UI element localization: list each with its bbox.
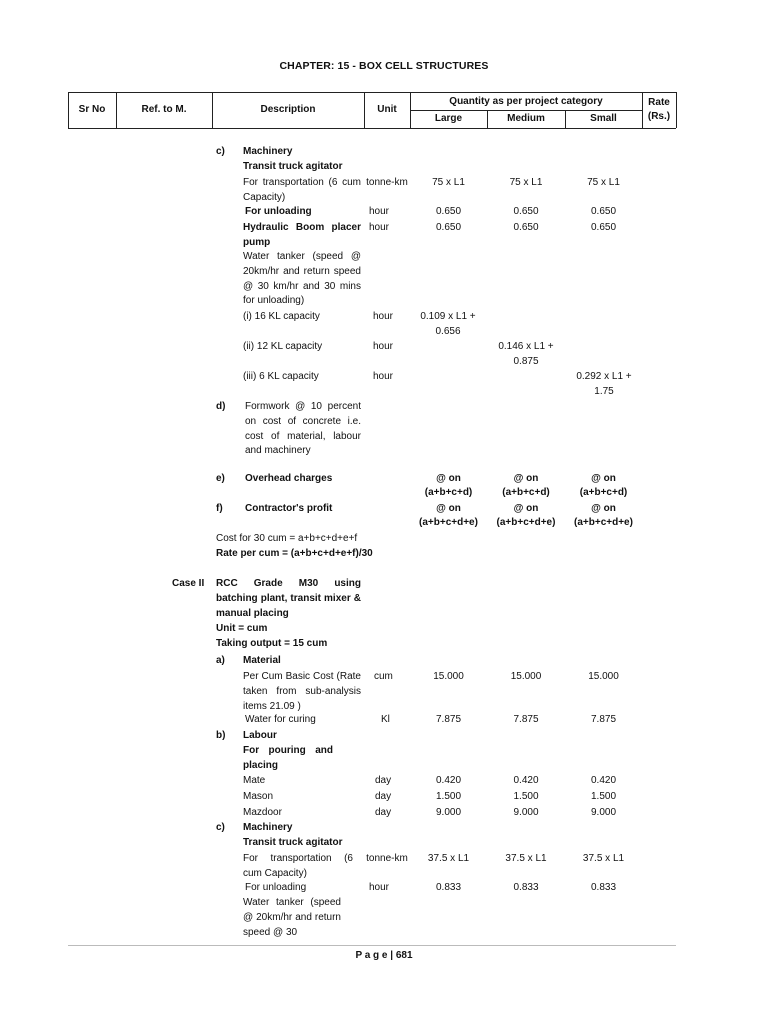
case-description: RCC Grade M30 using batching plant, transit mixer & manual placing (216, 578, 361, 619)
item-unit: hour (373, 311, 394, 322)
item-description: For unloading (245, 882, 307, 893)
item-unit: hour (369, 206, 390, 217)
header-unit: Unit (377, 104, 397, 115)
item-unit: cum (374, 671, 393, 682)
overhead-large-1: @ on (436, 473, 461, 484)
section-title: Machinery (243, 822, 293, 833)
item-description: Mate (243, 775, 266, 786)
item-medium-qty: 0.833 (513, 882, 539, 893)
row-letter: c) (216, 146, 225, 157)
header-medium: Medium (507, 113, 545, 124)
item-large-qty: 75 x L1 (432, 177, 465, 188)
item-medium-qty: 0.650 (513, 222, 539, 233)
header-quantity: Quantity as per project category (449, 96, 603, 107)
profit-large-1: @ on (436, 503, 461, 514)
item-medium-qty: 37.5 x L1 (505, 853, 547, 864)
header-ref: Ref. to M. (141, 104, 187, 115)
cost-formula: Cost for 30 cum = a+b+c+d+e+f (216, 533, 358, 544)
header-rate: Rate (648, 97, 670, 108)
item-large-qty: 15.000 (433, 671, 464, 682)
overhead-small-1: @ on (591, 473, 616, 484)
section-subtitle: Transit truck agitator (243, 161, 343, 172)
item-description: Hydraulic Boom placer pump (243, 222, 361, 248)
item-large-qty: 7.875 (435, 714, 462, 725)
output-line: Taking output = 15 cum (216, 638, 328, 649)
item-description: For unloading (245, 206, 312, 217)
header-description: Description (260, 104, 316, 115)
overhead-description: Overhead charges (245, 473, 333, 484)
item-medium-qty: 0.146 x L1 + 0.875 (498, 341, 554, 367)
row-letter: a) (216, 655, 225, 666)
item-small-qty: 15.000 (588, 671, 619, 682)
profit-description: Contractor's profit (245, 503, 333, 514)
unit-line: Unit = cum (216, 623, 268, 634)
item-description: (iii) 6 KL capacity (243, 371, 319, 382)
item-large-qty: 0.650 (435, 222, 462, 233)
case-label: Case II (172, 578, 205, 589)
row-letter: f) (216, 503, 223, 514)
item-large-qty: 1.500 (435, 791, 462, 802)
item-large-qty: 0.650 (435, 206, 462, 217)
item-small-qty: 0.420 (590, 775, 617, 786)
header-rate-unit: (Rs.) (647, 111, 671, 122)
item-unit: day (375, 807, 392, 818)
row-letter: e) (216, 473, 225, 484)
item-unit: hour (369, 222, 390, 233)
chapter-title: CHAPTER: 15 - BOX CELL STRUCTURES (279, 60, 489, 72)
item-description: Water tanker (speed @ 20km/hr and return speed @ 30 km/hr and 30 mins for unloading) (243, 251, 361, 307)
rate-formula: Rate per cum = (a+b+c+d+e+f)/30 (216, 548, 373, 559)
item-large-qty: 0.109 x L1 + 0.656 (420, 311, 476, 337)
profit-large-2: (a+b+c+d+e) (419, 517, 478, 528)
table-right-border (676, 92, 677, 128)
item-unit: Kl (381, 714, 390, 725)
page-number: P a g e | 681 (355, 950, 413, 961)
item-description: Mazdoor (243, 807, 282, 818)
header-sr-no: Sr No (78, 104, 106, 115)
profit-medium-1: @ on (513, 503, 539, 514)
profit-medium-2: (a+b+c+d+e) (496, 517, 556, 528)
item-unit: day (375, 775, 392, 786)
header-small: Small (590, 113, 617, 124)
item-unit: day (375, 791, 392, 802)
overhead-medium-1: @ on (513, 473, 539, 484)
overhead-large-2: (a+b+c+d) (424, 487, 473, 498)
section-title: Labour (243, 730, 277, 741)
item-medium-qty: 1.500 (513, 791, 539, 802)
item-medium-qty: 0.650 (513, 206, 539, 217)
item-description: For transportation (6 cum Capacity) (243, 853, 353, 879)
item-description: Per Cum Basic Cost (Rate taken from sub-analysis items 21.09 ) (243, 671, 361, 712)
item-unit: tonne-km (366, 853, 408, 864)
overhead-small-2: (a+b+c+d) (579, 487, 628, 498)
item-small-qty: 0.833 (590, 882, 617, 893)
item-large-qty: 0.420 (435, 775, 462, 786)
item-large-qty: 9.000 (435, 807, 462, 818)
section-title: Machinery (243, 146, 293, 157)
item-medium-qty: 0.420 (513, 775, 539, 786)
item-unit: hour (373, 371, 394, 382)
item-large-qty: 0.833 (435, 882, 462, 893)
item-medium-qty: 9.000 (513, 807, 539, 818)
row-letter: b) (216, 730, 226, 741)
item-description: Water for curing (245, 714, 316, 725)
item-small-qty: 1.500 (590, 791, 617, 802)
item-small-qty: 0.650 (590, 206, 617, 217)
formwork-description: Formwork @ 10 percent on cost of concrete i.e. cost of material, labour and machinery (245, 401, 361, 457)
item-unit: hour (373, 341, 394, 352)
item-description: (i) 16 KL capacity (243, 311, 320, 322)
item-large-qty: 37.5 x L1 (427, 853, 470, 864)
item-medium-qty: 75 x L1 (509, 177, 543, 188)
overhead-medium-2: (a+b+c+d) (502, 487, 550, 498)
profit-small-1: @ on (591, 503, 616, 514)
item-small-qty: 0.650 (590, 222, 617, 233)
item-description: Mason (243, 791, 274, 802)
row-letter: c) (216, 822, 225, 833)
item-description: For transportation (6 cum Capacity) (243, 177, 361, 203)
section-title: Material (243, 655, 281, 666)
item-unit: tonne-km (366, 177, 408, 188)
footer-divider (68, 945, 676, 946)
item-small-qty: 7.875 (590, 714, 617, 725)
table-header-bottom-border (68, 128, 676, 129)
item-unit: hour (369, 882, 390, 893)
table-top-border (68, 92, 676, 93)
item-description: (ii) 12 KL capacity (243, 341, 323, 352)
item-small-qty: 75 x L1 (587, 177, 620, 188)
section-subtitle: Transit truck agitator (243, 837, 343, 848)
item-small-qty: 9.000 (590, 807, 617, 818)
item-small-qty: 37.5 x L1 (582, 853, 625, 864)
item-medium-qty: 15.000 (510, 671, 542, 682)
profit-small-2: (a+b+c+d+e) (574, 517, 633, 528)
item-small-qty: 0.292 x L1 + 1.75 (576, 371, 632, 397)
section-subtitle: For pouring and placing (243, 745, 333, 771)
quantity-subheader-divider (410, 110, 642, 111)
header-large: Large (434, 113, 463, 124)
item-medium-qty: 7.875 (513, 714, 539, 725)
item-description: Water tanker (speed @ 20km/hr and return speed @ 30 (243, 897, 341, 938)
row-letter: d) (216, 401, 226, 412)
